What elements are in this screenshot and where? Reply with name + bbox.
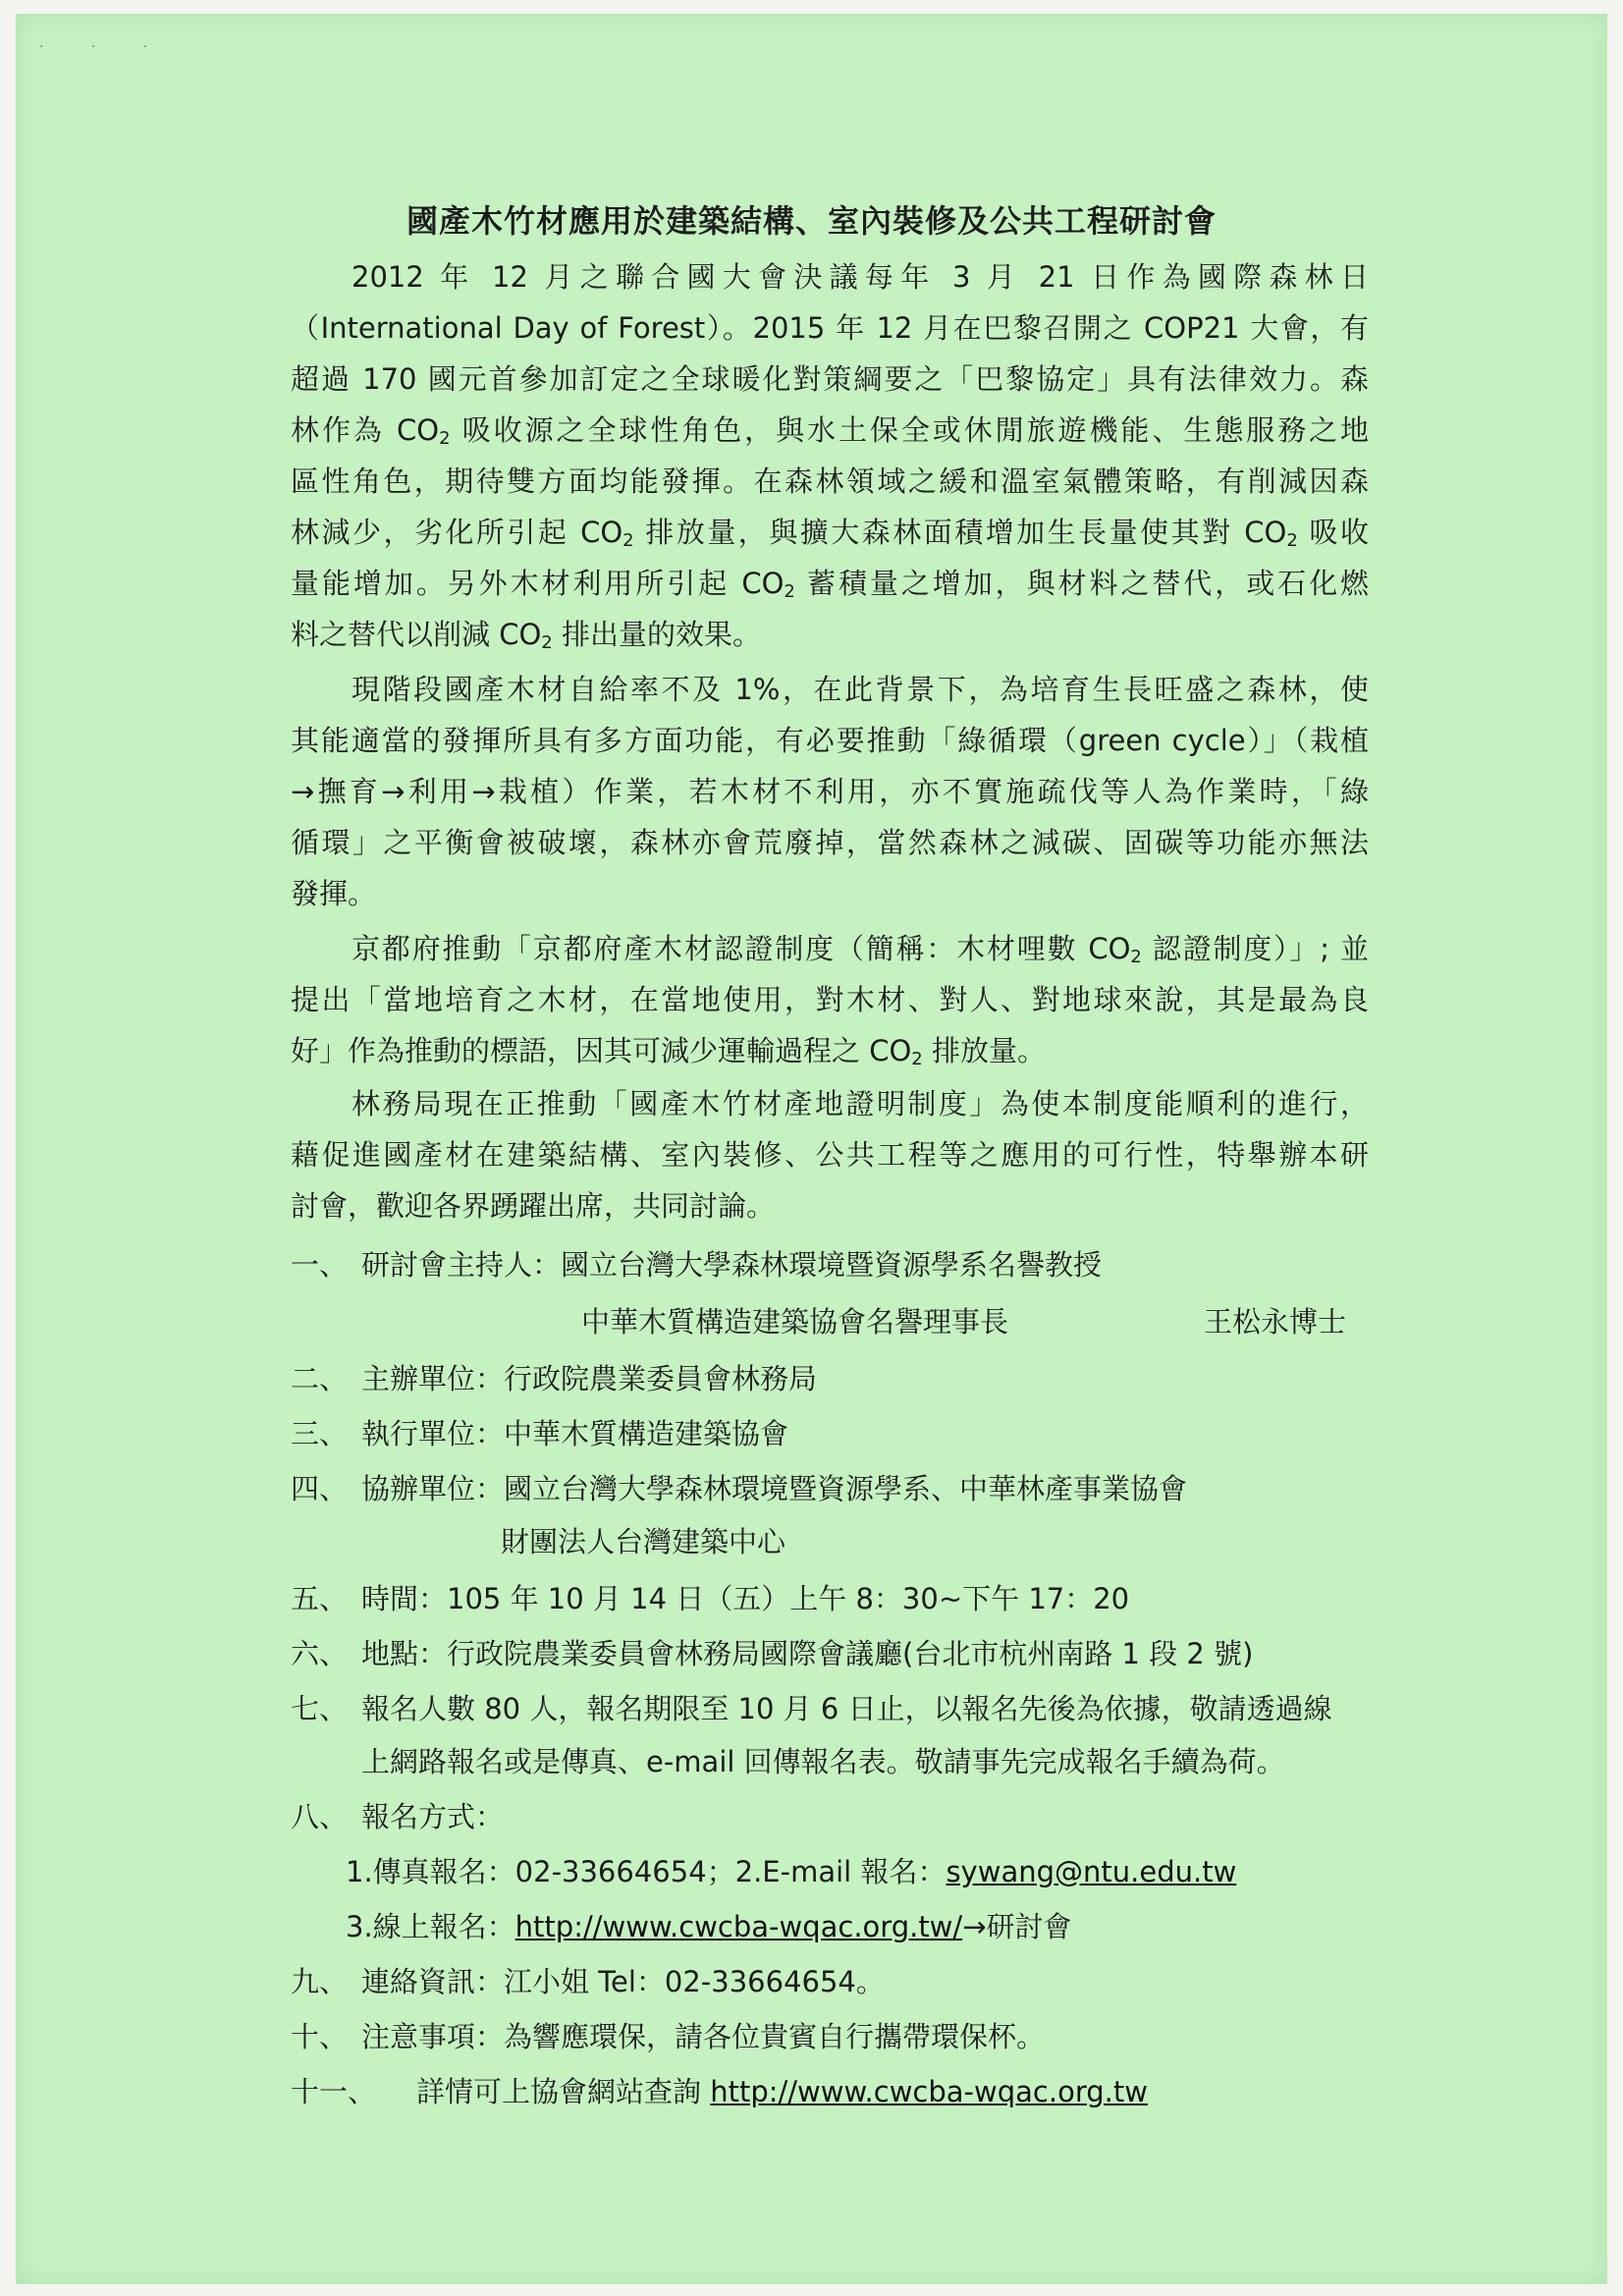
para3-line1: 京都府推動「京都府產木材認證制度（簡稱：木材哩數 $CO_2$ 認證制度）」; 並	[352, 932, 1370, 967]
para4-line3: 討會，歡迎各界踴躍出席，共同討論。	[291, 1189, 776, 1223]
item-time: 五、 時間：105 年 10 月 14 日（五）上午 8：30~下午 17：20	[291, 1582, 1130, 1615]
item-host: 一、 研討會主持人：國立台灣大學森林環境暨資源學系名譽教授	[291, 1248, 1103, 1282]
item-method: 八、 報名方式：	[291, 1800, 505, 1833]
item-contact: 九、 連絡資訊：江小姐 Tel：02-33664654。	[291, 1965, 885, 1998]
para1-line8: 料之替代以削減 $CO_2$ 排出量的效果。	[291, 618, 761, 653]
para1-line6: 林減少，劣化所引起 $CO_2$ 排放量，與擴大森林面積增加生長量使其對 $CO_2$ 吸收	[291, 516, 1370, 551]
para4-line1: 林務局現在正推動「國產木竹材產地證明制度」為使本制度能順利的進行，	[352, 1087, 1369, 1121]
para1-line4: 林作為 $CO_2$ 吸收源之全球性角色，與水土保全或休閒旅遊機能、生態服務之地	[291, 413, 1370, 449]
para1-line1: 2012 年 12 月之聯合國大會決議每年 3 月 21 日作為國際森林日	[352, 260, 1369, 294]
item-host-title: 中華木質構造建築協會名譽理事長	[581, 1305, 1009, 1339]
item-method-online: 3.線上報名：http://www.cwcba-wqac.org.tw/→研討會	[346, 1910, 1072, 1943]
para4-line2: 藉促進國產材在建築結構、室內裝修、公共工程等之應用的可行性，特舉辦本研	[291, 1138, 1369, 1172]
item-details: 十一、 詳情可上協會網站查詢 http://www.cwcba-wqac.org.tw	[291, 2075, 1148, 2108]
para2-line5: 發揮。	[291, 877, 377, 910]
para2-line3: →撫育→利用→栽植）作業，若木材不利用，亦不實施疏伐等人為作業時，「綠	[291, 775, 1369, 808]
para3-line3: 好」作為推動的標語，因其可減少運輸過程之 $CO_2$ 排放量。	[291, 1034, 1046, 1069]
item-notice: 十、 注意事項：為響應環保，請各位貴賓自行攜帶環保杯。	[291, 2020, 1046, 2053]
item-organizer: 二、 主辦單位：行政院農業委員會林務局	[291, 1362, 818, 1395]
item-location: 六、 地點：行政院農業委員會林務局國際會議廳(台北市杭州南路 1 段 2 號)	[291, 1637, 1254, 1670]
para1-line2: （International Day of Forest）。2015 年 12 月在巴黎召開之 COP21 大會，有	[291, 311, 1369, 345]
website-link[interactable]: http://www.cwcba-wqac.org.tw	[710, 2075, 1148, 2108]
para3-line2: 提出「當地培育之木材，在當地使用，對木材、對人、對地球來說，其是最為良	[291, 983, 1369, 1016]
para2-line2: 其能適當的發揮所具有多方面功能，有必要推動「綠循環（green cycle）」（栽植	[291, 724, 1369, 757]
email-link[interactable]: sywang@ntu.edu.tw	[946, 1855, 1237, 1888]
para1-line3: 超過 170 國元首參加訂定之全球暖化對策綱要之「巴黎協定」具有法律效力。森	[291, 362, 1369, 396]
para1-line7: 量能增加。另外木材利用所引起 $CO_2$ 蓄積量之增加，與材料之替代，或石化燃	[291, 567, 1370, 602]
registration-url-link[interactable]: http://www.cwcba-wqac.org.tw/	[514, 1910, 963, 1943]
item-registration-2: 上網路報名或是傳真、e-mail 回傳報名表。敬請事先完成報名手續為荷。	[361, 1745, 1285, 1778]
item-registration: 七、 報名人數 80 人，報名期限至 10 月 6 日止，以報名先後為依據，敬請透過線	[291, 1692, 1332, 1725]
para2-line4: 循環」之平衡會被破壞，森林亦會荒廢掉，當然森林之減碳、固碳等功能亦無法	[291, 826, 1369, 859]
para1-line5: 區性角色，期待雙方面均能發揮。在森林領域之緩和溫室氣體策略，有削減因森	[291, 465, 1369, 498]
document-title: 國產木竹材應用於建築結構、室內裝修及公共工程研討會	[406, 202, 1217, 240]
item-method-fax-email: 1.傳真報名：02-33664654；2.E-mail 報名：sywang@ntu.edu.tw	[346, 1855, 1237, 1888]
para2-line1: 現階段國產木材自給率不及 1%，在此背景下，為培育生長旺盛之森林，使	[352, 673, 1369, 706]
item-executor: 三、 執行單位：中華木質構造建築協會	[291, 1417, 789, 1450]
scan-specks: · · ·	[39, 39, 170, 55]
item-co-organizer-2: 財團法人台灣建築中心	[501, 1525, 786, 1558]
item-co-organizer: 四、 協辦單位：國立台灣大學森林環境暨資源學系、中華林產事業協會	[291, 1472, 1188, 1505]
item-host-name: 王松永博士	[1204, 1305, 1347, 1339]
